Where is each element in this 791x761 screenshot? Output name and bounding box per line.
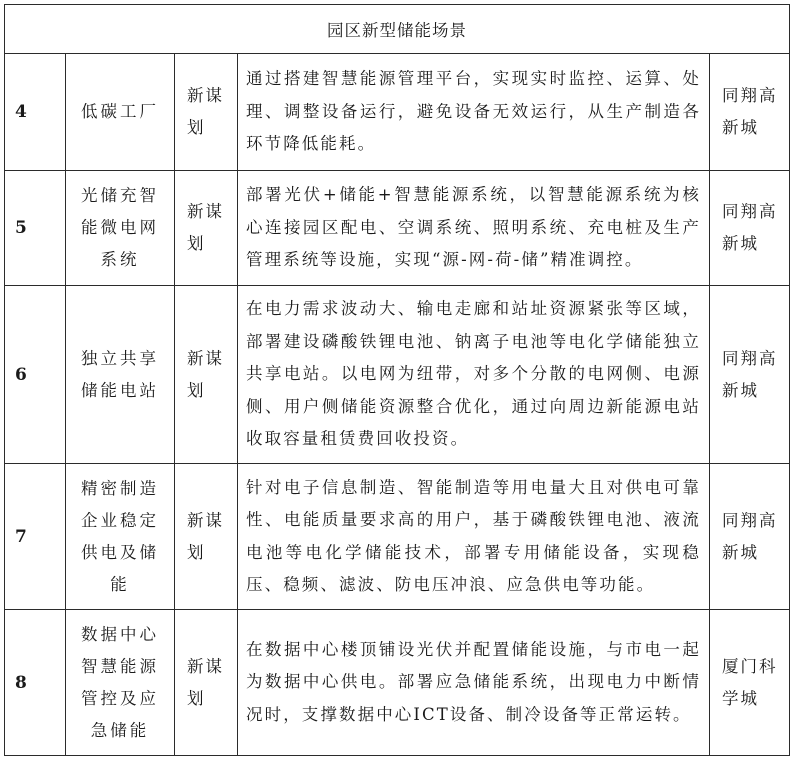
table-row <box>5 54 790 171</box>
scenario-description: 在电力需求波动大、输电走廊和站址资源紧张等区域，部署建设磷酸铁锂电池、钠离子电池等电化学储能独立共享电站。以电网为纽带，对多个分散的电网侧、电源侧、用户侧储能资源整合优化，通过向周边新能源电站收取容量租赁费回收投资。 <box>238 286 710 464</box>
scenario-description: 通过搭建智慧能源管理平台，实现实时监控、运算、处理、调整设备运行，避免设备无效运行，从生产制造各环节降低能耗。 <box>238 54 710 171</box>
scenario-name: 精密制造企业稳定供电及储能 <box>66 464 175 610</box>
scenario-name: 独立共享储能电站 <box>66 286 175 464</box>
project-status: 新谋划 <box>175 610 238 756</box>
section-header-row <box>5 5 790 54</box>
scenario-table <box>4 4 790 756</box>
location: 同翔高新城 <box>710 286 790 464</box>
location: 同翔高新城 <box>710 54 790 171</box>
project-status: 新谋划 <box>175 171 238 286</box>
row-number: 7 <box>5 464 66 610</box>
table-row <box>5 464 790 610</box>
scenario-description: 针对电子信息制造、智能制造等用电量大且对供电可靠性、电能质量要求高的用户，基于磷酸铁锂电池、液流电池等电化学储能技术，部署专用储能设备，实现稳压、稳频、滤波、防电压冲浪、应急供电等功能。 <box>238 464 710 610</box>
table-row <box>5 286 790 464</box>
location: 厦门科学城 <box>710 610 790 756</box>
location: 同翔高新城 <box>710 171 790 286</box>
row-number: 6 <box>5 286 66 464</box>
scenario-description: 在数据中心楼顶铺设光伏并配置储能设施，与市电一起为数据中心供电。部署应急储能系统，出现电力中断情况时，支撑数据中心ICT设备、制冷设备等正常运转。 <box>238 610 710 756</box>
project-status: 新谋划 <box>175 464 238 610</box>
table-row <box>5 171 790 286</box>
project-status: 新谋划 <box>175 286 238 464</box>
row-number: 5 <box>5 171 66 286</box>
scenario-name: 数据中心智慧能源管控及应急储能 <box>66 610 175 756</box>
scenario-description: 部署光伏+储能+智慧能源系统，以智慧能源系统为核心连接园区配电、空调系统、照明系统、充电桩及生产管理系统等设施，实现“源-网-荷-储”精准调控。 <box>238 171 710 286</box>
table-row <box>5 610 790 756</box>
location: 同翔高新城 <box>710 464 790 610</box>
section-title: 园区新型储能场景 <box>5 5 790 54</box>
row-number: 4 <box>5 54 66 171</box>
project-status: 新谋划 <box>175 54 238 171</box>
scenario-name: 低碳工厂 <box>66 54 175 171</box>
row-number: 8 <box>5 610 66 756</box>
scenario-name: 光储充智能微电网系统 <box>66 171 175 286</box>
